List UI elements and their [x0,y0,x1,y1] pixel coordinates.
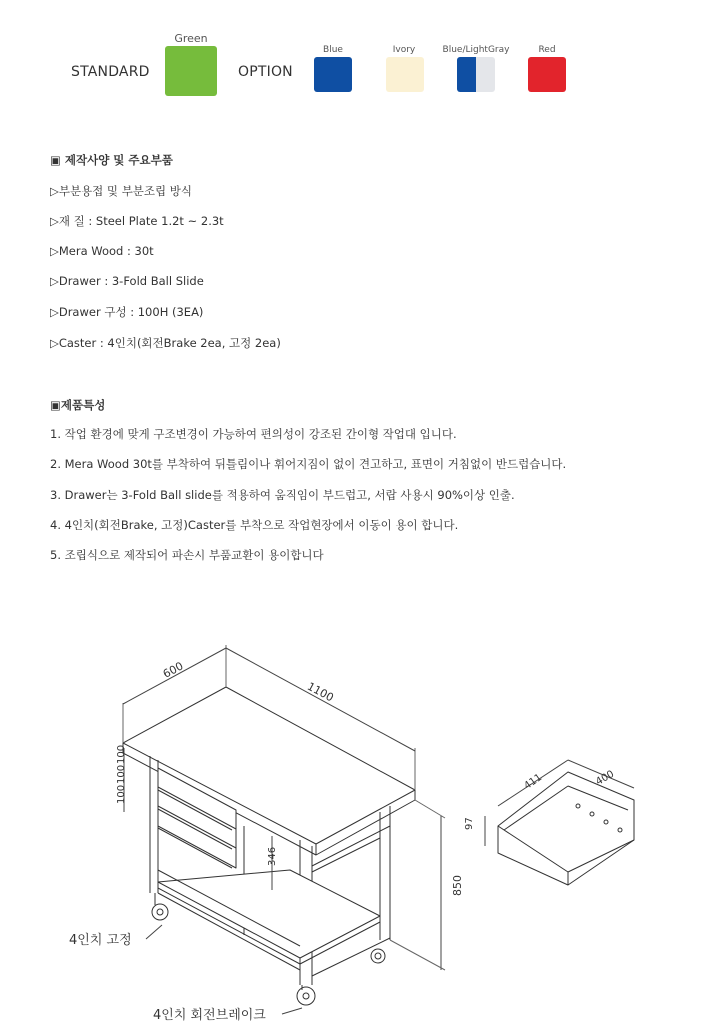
features-heading: ▣제품특성 [50,398,106,412]
swatch-label-blue-lightgray: Blue/LightGray [442,45,510,55]
swatch-blue-lightgray [457,57,495,92]
spec-item: ▷Drawer 구성 : 100H (3EA) [50,305,204,319]
spec-item: ▷재 질 : Steel Plate 1.2t ~ 2.3t [50,214,224,228]
feature-item: 3. Drawer는 3-Fold Ball slide를 적용하여 움직임이 부드럽고, 서랍 사용시 90%이상 인출. [50,488,515,502]
feature-item: 2. Mera Wood 30t를 부착하여 뒤틀림이나 휘어지짐이 없이 견고하고, 표면이 거침없이 반드럽습니다. [50,457,567,471]
spec-item: ▷Drawer : 3-Fold Ball Slide [50,274,204,288]
callout-brake-caster: 4인치 회전브레이크 [153,1008,266,1023]
feature-item: 1. 작업 환경에 맞게 구조변경이 가능하여 편의성이 강조된 간이형 작업대 입니다. [50,427,457,441]
swatch-red [528,57,566,92]
swatch-label-red: Red [538,45,556,55]
feature-item: 4. 4인치(회전Brake, 고정)Caster를 부착으로 작업현장에서 이동이 용이 합니다. [50,518,459,532]
swatch-label-ivory: Ivory [392,45,416,55]
feature-item: 5. 조립식으로 제작되어 파손시 부품교환이 용이합니다 [50,548,324,562]
workbench-drawing [0,600,709,1029]
drawer-dim-depth: 411 [522,771,545,792]
dim-depth: 600 [160,659,186,681]
dim-drawer-2: 100 [116,764,127,784]
dim-drawer-3: 100 [116,784,127,804]
dim-shelf: 346 [267,846,278,866]
option-label: OPTION [238,64,293,80]
swatch-label-green: Green [174,32,208,45]
drawer-dim-width: 400 [594,768,617,788]
spec-item: ▷Caster : 4인치(회전Brake 2ea, 고정 2ea) [50,336,281,350]
callout-fixed-caster: 4인치 고정 [69,933,132,948]
dim-width: 1100 [304,679,336,705]
spec-item: ▷부분용접 및 부분조립 방식 [50,184,193,198]
swatch-green [165,46,217,96]
dim-drawer-1: 100 [116,744,127,764]
drawer-dim-height: 97 [464,817,475,830]
swatch-ivory [386,57,424,92]
dim-height: 850 [451,875,464,896]
specs-heading: ▣ 제작사양 및 주요부품 [50,153,173,167]
standard-label: STANDARD [71,64,150,80]
swatch-label-blue: Blue [323,45,343,55]
spec-item: ▷Mera Wood : 30t [50,244,154,258]
swatch-blue [314,57,352,92]
